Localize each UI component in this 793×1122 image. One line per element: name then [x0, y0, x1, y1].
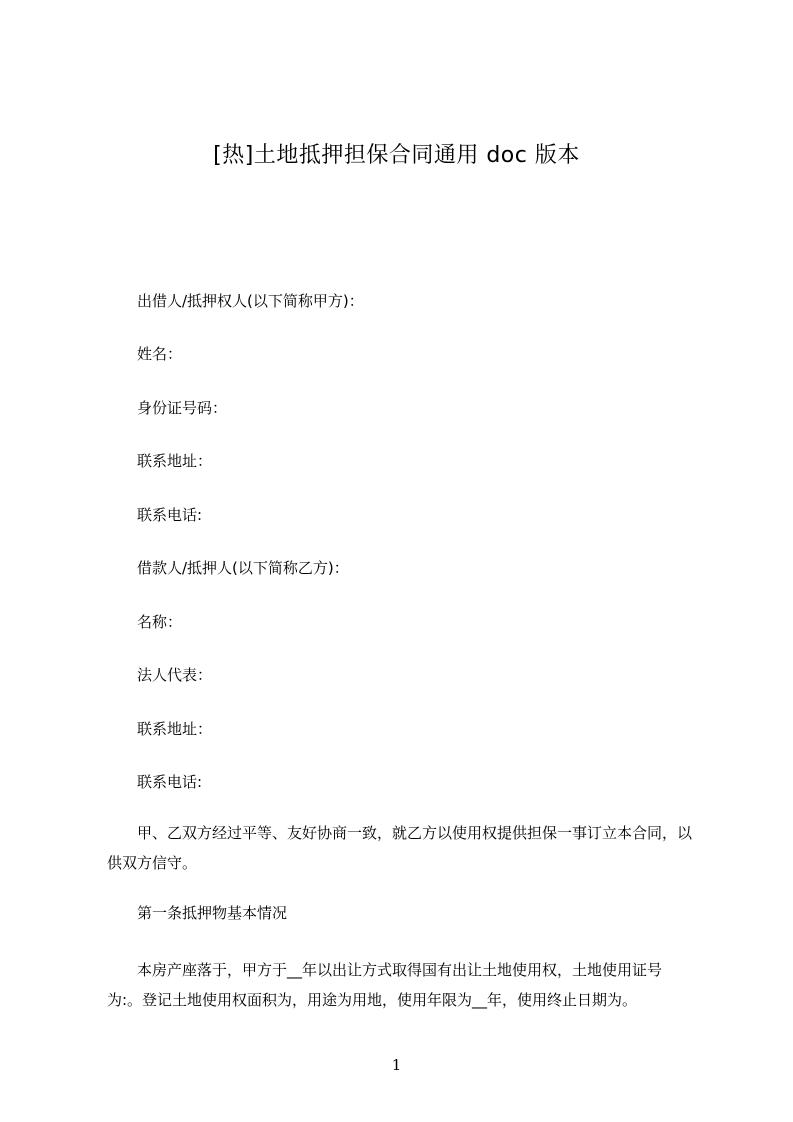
field-lender-header: 出借人/抵押权人(以下简称甲方)：: [137, 292, 364, 310]
field-lender-id-number: 身份证号码：: [137, 399, 228, 417]
field-lender-address: 联系地址：: [137, 452, 213, 470]
field-lender-phone: 联系电话:: [137, 506, 203, 524]
intro-paragraph: 甲、乙双方经过平等、友好协商一致，就乙方以使用权提供担保一事订立本合同，以供双方信守。: [107, 824, 693, 872]
field-borrower-address: 联系地址：: [137, 720, 213, 738]
page-number: 1: [391, 1056, 402, 1074]
field-lender-name: 姓名：: [137, 345, 183, 363]
field-borrower-header: 借款人/抵押人(以下简称乙方)：: [137, 559, 349, 577]
article-1-body: 本房产座落于，甲方于__年以出让方式取得国有出让土地使用权，土地使用证号为:。登记土地使用权面积为，用途为用地，使用年限为__年，使用终止日期为。: [107, 961, 663, 1009]
field-borrower-legal-rep: 法人代表：: [137, 666, 213, 684]
field-borrower-name: 名称：: [137, 613, 183, 631]
field-borrower-phone: 联系电话:: [137, 773, 203, 791]
article-1-heading: 第一条抵押物基本情况: [137, 904, 288, 922]
document-title: [热]土地抵押担保合同通用 doc 版本: [213, 143, 580, 168]
